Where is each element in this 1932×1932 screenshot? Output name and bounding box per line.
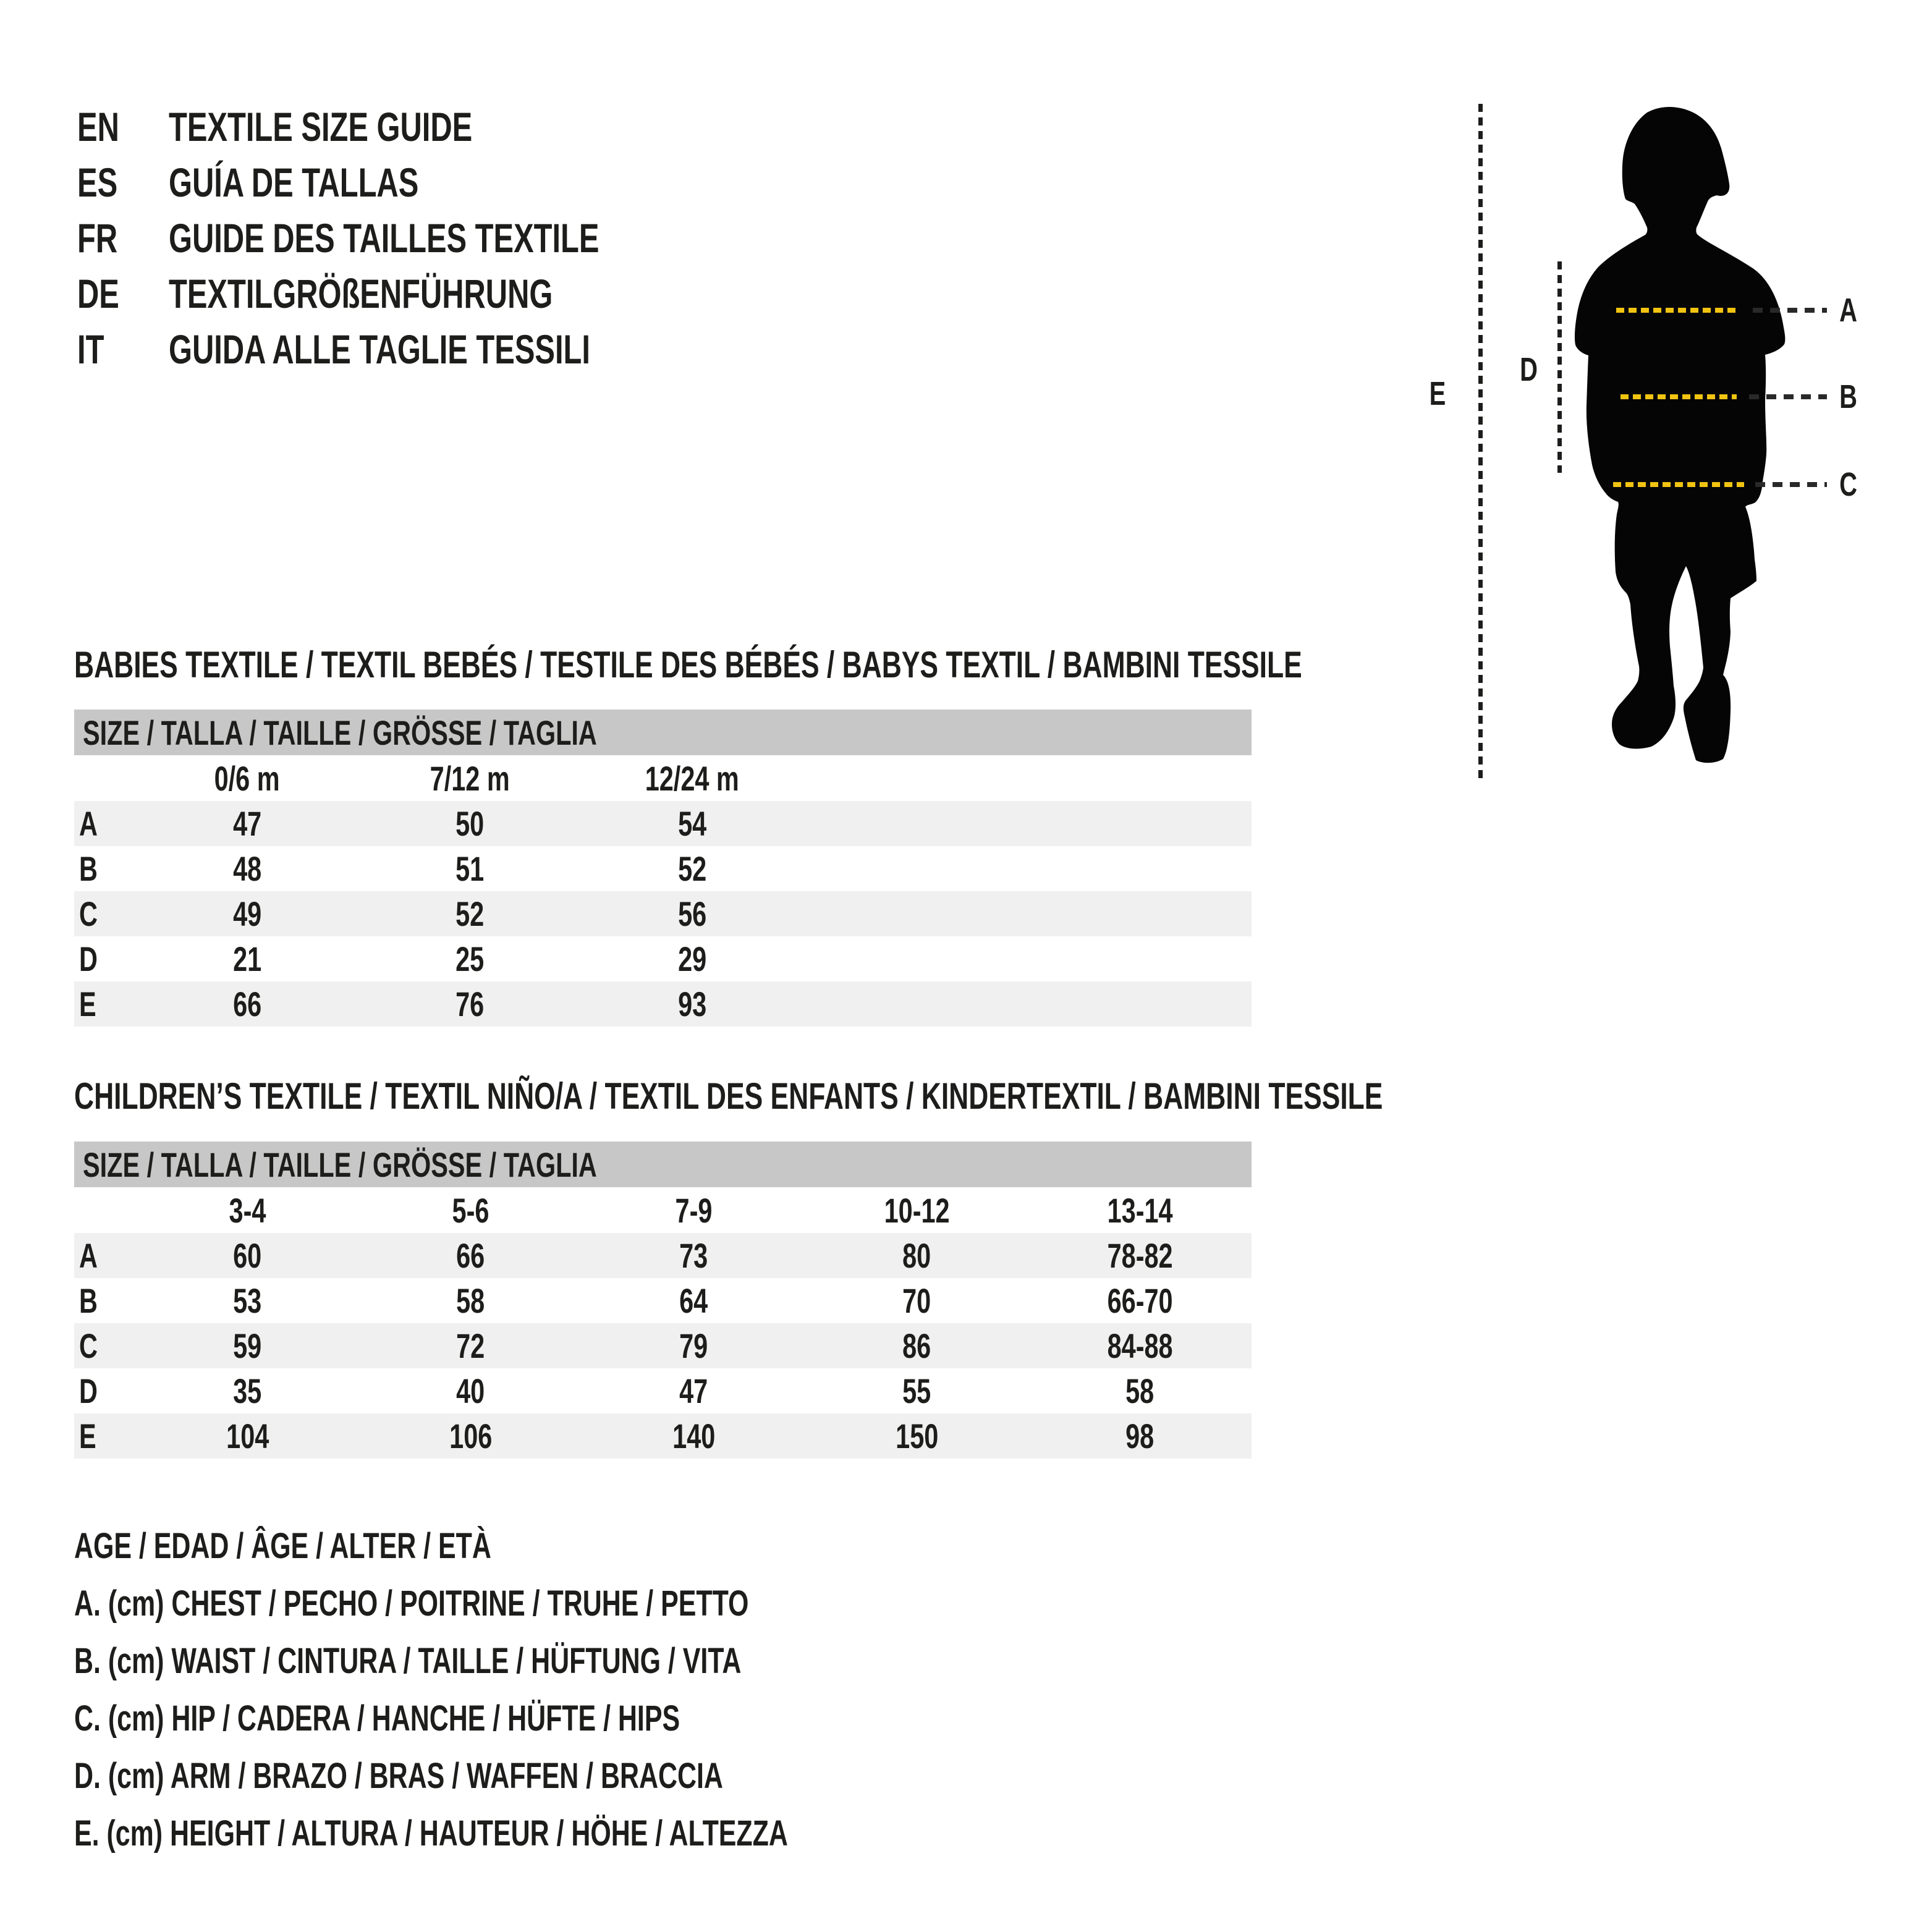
babies-row-B: B 48 51 52 (74, 846, 1252, 891)
legend-age: AGE / EDAD / ÂGE / ALTER / ETÀ (74, 1526, 491, 1566)
children-section-title: CHILDREN’S TEXTILE / TEXTIL NIÑO/A / TEXTIL DES ENFANTS / KINDERTEXTIL / BAMBINI TESSILE (74, 1075, 1383, 1117)
title-es: GUÍA DE TALLAS (169, 159, 419, 205)
language-title-list (77, 99, 750, 377)
chest-line-extension (1753, 308, 1827, 313)
babies-col-0-6m: 0/6 m (214, 758, 280, 798)
lang-code-it: IT (77, 326, 104, 372)
row-letter: B (79, 849, 98, 888)
children-col-5-6: 5-6 (452, 1190, 489, 1230)
row-letter: C (79, 1326, 98, 1365)
babies-col-7-12m: 7/12 m (430, 758, 510, 798)
row-letter: E (79, 985, 96, 1023)
row-letter: E (79, 1417, 96, 1455)
children-col-10-12: 10-12 (884, 1190, 950, 1230)
lang-code-de: DE (77, 271, 119, 316)
babies-section-title: BABIES TEXTILE / TEXTIL BEBÉS / TESTILE DES BÉBÉS / BABYS TEXTIL / BAMBINI TESSILE (74, 643, 1302, 685)
row-letter: A (79, 1236, 98, 1275)
waist-line-extension (1749, 394, 1827, 399)
figure-label-C: C (1839, 466, 1857, 503)
legend-waist: B. (cm) WAIST / CINTURA / TAILLE / HÜFTUNG / VITA (74, 1641, 742, 1681)
title-en: TEXTILE SIZE GUIDE (169, 104, 473, 150)
child-silhouette (1421, 87, 1916, 803)
hip-line-extension (1755, 482, 1827, 487)
language-row-de (77, 266, 750, 321)
title-it: GUIDA ALLE TAGLIE TESSILI (169, 326, 590, 372)
row-letter: D (79, 1371, 98, 1410)
chest-line-yellow (1616, 308, 1740, 313)
children-row-E: E 104 106 140 150 98 (74, 1413, 1252, 1459)
lang-code-fr: FR (77, 215, 118, 261)
language-row-en (77, 99, 750, 155)
language-row-it (77, 321, 750, 377)
children-size-table (74, 1142, 1252, 1459)
children-col-13-14: 13-14 (1107, 1190, 1173, 1230)
children-column-header-row (74, 1187, 1252, 1233)
babies-row-D: D 21 25 29 (74, 936, 1252, 981)
lang-code-es: ES (77, 159, 118, 205)
figure-label-B: B (1839, 378, 1857, 415)
babies-size-table (74, 710, 1252, 1027)
babies-row-A: A 47 50 54 (74, 801, 1252, 846)
legend-height: E. (cm) HEIGHT / ALTURA / HAUTEUR / HÖHE / ALTEZZA (74, 1813, 788, 1854)
lang-code-en: EN (77, 104, 119, 150)
row-letter: C (79, 894, 98, 933)
children-row-A: A 60 66 73 80 78-82 (74, 1233, 1252, 1278)
row-letter: B (79, 1281, 98, 1320)
hip-line-yellow (1613, 482, 1744, 487)
language-row-es (77, 155, 750, 210)
babies-size-header-bar: SIZE / TALLA / TAILLE / GRÖSSE / TAGLIA (74, 710, 1252, 755)
children-col-3-4: 3-4 (229, 1190, 266, 1230)
babies-row-C: C 49 52 56 (74, 891, 1252, 936)
babies-row-E: E 66 76 93 (74, 981, 1252, 1027)
title-fr: GUIDE DES TAILLES TEXTILE (169, 215, 600, 261)
children-row-B: B 53 58 64 70 66-70 (74, 1278, 1252, 1323)
waist-line-yellow (1621, 394, 1737, 399)
children-size-header-bar: SIZE / TALLA / TAILLE / GRÖSSE / TAGLIA (74, 1142, 1252, 1187)
measurement-legend (74, 1517, 1039, 1862)
children-col-7-9: 7-9 (675, 1190, 713, 1230)
babies-col-12-24m: 12/24 m (645, 758, 740, 798)
children-row-C: C 59 72 79 86 84-88 (74, 1323, 1252, 1368)
row-letter: D (79, 939, 98, 978)
children-row-D: D 35 40 47 55 58 (74, 1368, 1252, 1413)
legend-chest: A. (cm) CHEST / PECHO / POITRINE / TRUHE / PETTO (74, 1583, 749, 1624)
legend-arm: D. (cm) ARM / BRAZO / BRAS / WAFFEN / BRACCIA (74, 1756, 723, 1796)
babies-column-header-row (74, 755, 1252, 801)
figure-label-E: E (1429, 375, 1446, 412)
row-letter: A (79, 804, 98, 843)
figure-label-D: D (1519, 351, 1538, 388)
title-de: TEXTILGRÖßENFÜHRUNG (169, 271, 553, 316)
arm-measure-line-D (1557, 261, 1562, 473)
language-row-fr (77, 210, 750, 266)
legend-hip: C. (cm) HIP / CADERA / HANCHE / HÜFTE / HIPS (74, 1698, 680, 1739)
figure-label-A: A (1839, 292, 1857, 329)
